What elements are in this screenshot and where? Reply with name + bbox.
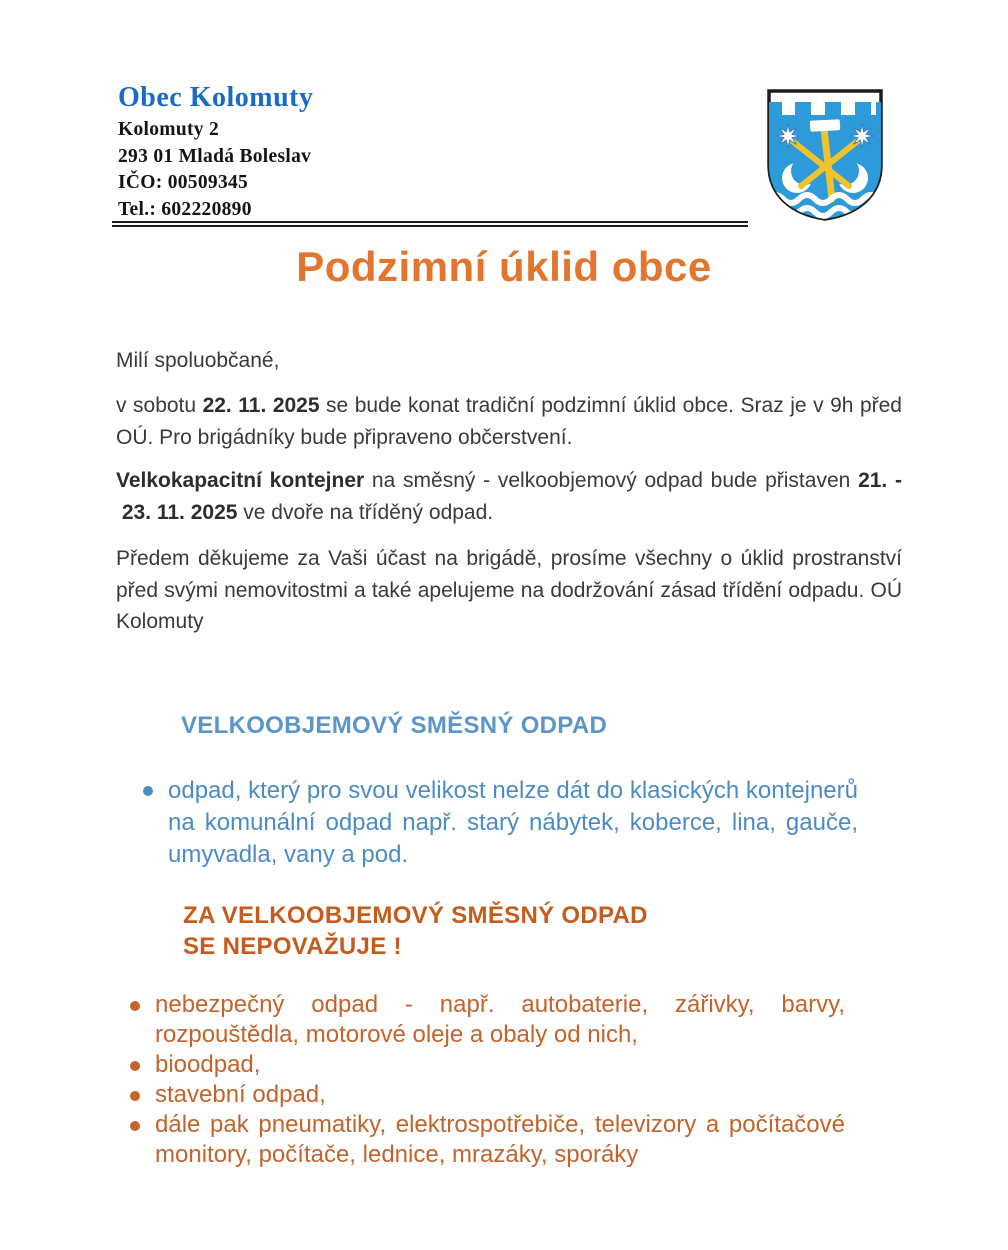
address-line: Tel.: 602220890 bbox=[118, 198, 252, 220]
paragraph-thanks: Předem děkujeme za Vaši účast na brigádě, prosíme všechny o úklid prostranství před svými nemovitostmi a také apelujeme na dodržování zásad třídění odpadu. OÚ Kolomuty bbox=[116, 547, 902, 633]
list-item bbox=[155, 1080, 845, 1110]
paragraph-text: v sobotu bbox=[116, 394, 203, 417]
address-line: IČO: 00509345 bbox=[118, 172, 249, 193]
not-bulky-waste-list bbox=[155, 990, 845, 1170]
heading-line: SE NEPOVAŽUJE ! bbox=[183, 933, 402, 960]
list-item bbox=[155, 990, 845, 1050]
paragraph-text: ve dvoře na tříděný odpad. bbox=[237, 500, 494, 524]
greeting: Milí spoluobčané, bbox=[116, 349, 280, 372]
list-item-text: stavební odpad, bbox=[155, 1081, 326, 1108]
bullet-icon bbox=[130, 1121, 140, 1131]
bullet-icon bbox=[130, 1061, 140, 1071]
list-item-text: nebezpečný odpad - např. autobaterie, zářivky, barvy, rozpouštědla, motorové oleje a obaly od nich, bbox=[155, 991, 845, 1048]
org-address bbox=[118, 117, 311, 223]
list-item bbox=[168, 775, 858, 871]
heading-line: ZA VELKOOBJEMOVÝ SMĚSNÝ ODPAD bbox=[183, 902, 648, 929]
bulky-waste-list bbox=[168, 775, 858, 871]
event-date: 22. 11. 2025 bbox=[202, 394, 320, 417]
list-item bbox=[155, 1050, 845, 1080]
address-line: Kolomuty 2 bbox=[118, 119, 220, 140]
bullet-icon bbox=[143, 786, 153, 796]
header-divider bbox=[112, 221, 748, 227]
bullet-icon bbox=[130, 1001, 140, 1011]
container-label: Velkokapacitní kontejner bbox=[116, 469, 365, 492]
paragraph-text: se bude konat tradiční podzimní úklid obce. Sraz je v 9h před OÚ. Pro brigádníky bude připraveno občerstvení. bbox=[116, 394, 902, 449]
list-item-text: odpad, který pro svou velikost nelze dát do klasických kontejnerů na komunální odpad např. starý nábytek, koberce, lina, gauče, umyvadla, vany a pod. bbox=[168, 777, 858, 868]
org-name: Obec Kolomuty bbox=[118, 82, 314, 113]
kolomuty-coat-of-arms-icon bbox=[764, 87, 886, 223]
paragraph-container bbox=[116, 465, 902, 528]
list-item bbox=[155, 1110, 845, 1170]
address-line: 293 01 Mladá Boleslav bbox=[118, 145, 312, 167]
paragraph-text: na směsný - velkoobjemový odpad bude přistaven bbox=[364, 469, 859, 492]
section-heading-bulky-waste: VELKOOBJEMOVÝ SMĚSNÝ ODPAD bbox=[181, 712, 608, 739]
list-item-text: dále pak pneumatiky, elektrospotřebiče, televizory a počítačové monitory, počítače, lednice, mrazáky, sporáky bbox=[155, 1111, 845, 1168]
bullet-icon bbox=[130, 1091, 140, 1101]
section-heading-not-bulky-waste bbox=[183, 900, 648, 962]
paragraph-event-date bbox=[116, 390, 902, 453]
container-dates: 21. - 23. 11. 2025 bbox=[116, 469, 902, 524]
list-item-text: bioodpad, bbox=[155, 1051, 261, 1078]
page-title: Podzimní úklid obce bbox=[296, 243, 712, 290]
